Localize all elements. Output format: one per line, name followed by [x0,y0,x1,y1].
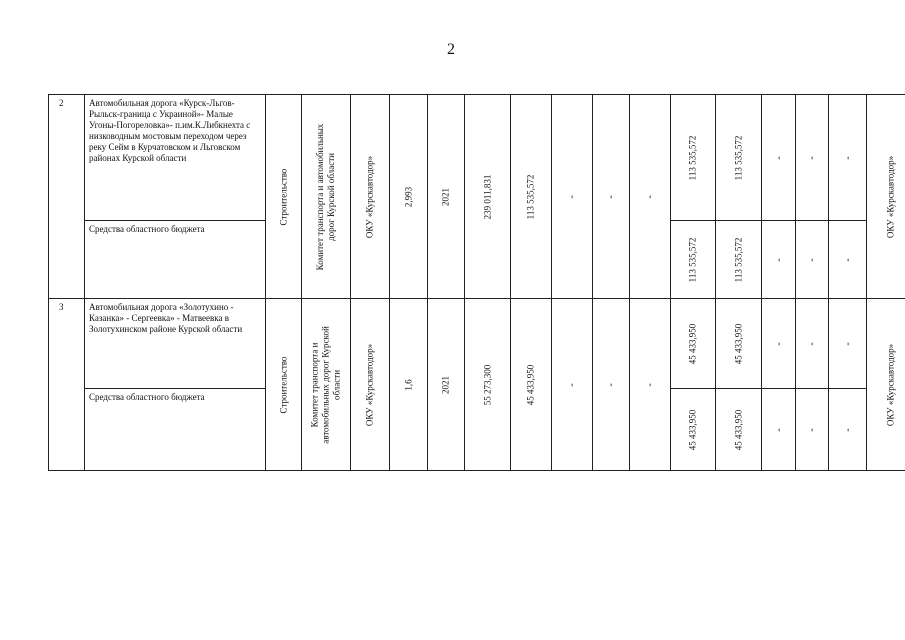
funding-bot-b-cell [716,221,762,299]
total-funding: 113 535,572 [525,174,536,219]
funding-value: 113 535,572 [687,237,698,282]
period-cell-2 [593,299,630,471]
customer: Комитет транспорта и автомобильных дорог Курской области [315,123,336,270]
period-cell-1 [552,299,593,471]
developer-cell [867,299,905,471]
funding-value: 45 433,950 [733,323,743,364]
dash-value: - [566,382,578,387]
customer-cell [302,299,351,471]
dash-value: - [566,194,578,199]
dash-value: - [773,257,784,262]
dash-value: - [806,427,818,432]
funding-value: 45 433,950 [733,409,743,450]
work-type: Строительство [278,168,288,225]
dash-value: - [842,155,853,160]
funding-value: 113 535,572 [733,135,743,180]
year: 2021 [440,187,451,206]
year-cell [428,95,465,299]
dash-cell [762,95,796,221]
developer: ОКУ «Курскавтодор» [885,155,896,238]
developer-cell [867,95,905,299]
dash-cell [796,389,829,471]
dash-value: - [644,382,656,387]
row-number: 2 [49,95,85,299]
customer: Комитет транспорта и автомобильных дорог Курской области [309,325,342,444]
dash-value: - [605,382,617,387]
dash-value: - [842,427,853,432]
dash-cell [762,221,796,299]
object-name: Автомобильная дорога «Курск-Льгов-Рыльск-граница с Украиной»- Малые Угоны-Погореловка»- п.им.К.Либкнехта с низководным мостовым переходом через реку Сейм в Курчатовском и Льговском районах Курской области [85,95,266,221]
dash-value: - [644,194,656,199]
row-number: 3 [49,299,85,471]
dash-value: - [773,155,784,160]
funding-value: 45 433,950 [687,409,698,450]
dash-value: - [773,341,784,346]
dash-cell [829,221,867,299]
executor-cell [351,95,390,299]
dash-cell [796,95,829,221]
dash-value: - [842,257,853,262]
capacity: 1,6 [403,378,413,391]
period-cell-3 [630,95,671,299]
executor: ОКУ «Курскавтодор» [364,343,375,426]
dash-cell [762,299,796,389]
total-funding-cell [511,299,552,471]
dash-value: - [842,341,853,346]
dash-value: - [806,341,818,346]
estimated-cost: 55 273,300 [482,364,492,405]
capacity-cell [390,95,428,299]
page-number: 2 [447,41,455,58]
year: 2021 [440,375,451,394]
funding-bot-a-cell [671,389,716,471]
estimated-cost-cell [465,299,511,471]
capacity: 2,993 [403,186,413,207]
funding-top-b-cell [716,95,762,221]
object-name: Автомобильная дорога «Золотухино - Казанка» - Сергеевка» - Матвеевка в Золотухинском районе Курской области [85,299,266,389]
funding-value: 113 535,572 [733,237,743,282]
funding-bot-b-cell [716,389,762,471]
period-cell-3 [630,299,671,471]
funding-top-a-cell [671,95,716,221]
period-cell-1 [552,95,593,299]
customer-cell [302,95,351,299]
funding-source: Средства областного бюджета [85,221,266,299]
funding-source: Средства областного бюджета [85,389,266,471]
work-type-cell [266,95,302,299]
executor: ОКУ «Курскавтодор» [364,155,375,238]
dash-value: - [806,257,818,262]
dash-value: - [605,194,617,199]
dash-value: - [773,427,784,432]
dash-cell [796,299,829,389]
dash-cell [829,95,867,221]
work-type: Строительство [278,356,288,413]
period-cell-2 [593,95,630,299]
funding-value: 45 433,950 [687,323,698,364]
funding-value: 113 535,572 [687,135,698,180]
funding-bot-a-cell [671,221,716,299]
investment-table [48,94,905,471]
developer: ОКУ «Курскавтодор» [885,343,896,426]
estimated-cost-cell [465,95,511,299]
dash-cell [829,389,867,471]
year-cell [428,299,465,471]
dash-cell [829,299,867,389]
estimated-cost: 239 011,831 [482,174,492,219]
funding-top-b-cell [716,299,762,389]
work-type-cell [266,299,302,471]
total-funding: 45 433,950 [525,364,536,405]
dash-cell [796,221,829,299]
dash-cell [762,389,796,471]
executor-cell [351,299,390,471]
total-funding-cell [511,95,552,299]
funding-top-a-cell [671,299,716,389]
dash-value: - [806,155,818,160]
capacity-cell [390,299,428,471]
